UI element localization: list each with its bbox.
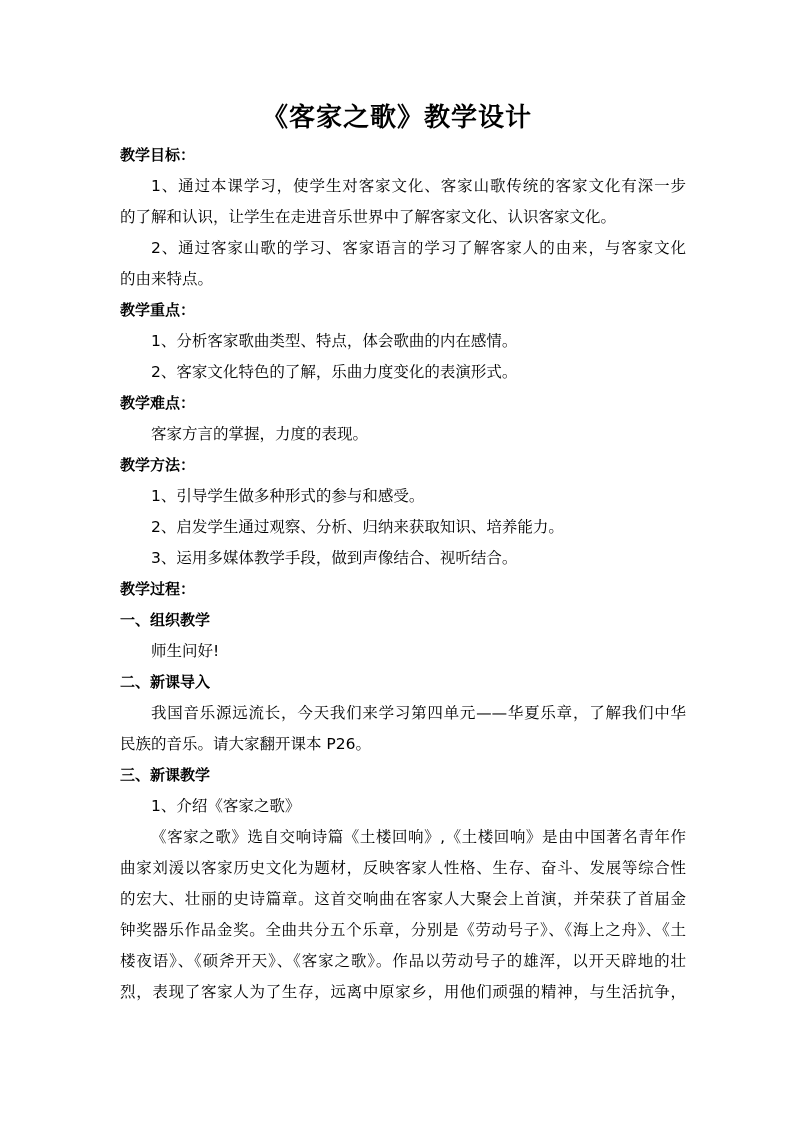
section-heading: 二、新课导入 (120, 673, 211, 691)
body-line: 的由来特点。 (120, 270, 214, 288)
body-line: 的宏大、壮丽的史诗篇章。这首交响曲在客家人大聚会上首演，并荣获了首届金 (120, 890, 686, 908)
section-heading: 一、组织教学 (120, 611, 211, 629)
section-heading: 教学目标： (120, 146, 196, 164)
paragraph-line: 客家方言的掌握，力度的表现。 (151, 425, 369, 443)
paragraph-line: 1、介绍《客家之歌》 (151, 797, 301, 815)
paragraph-line: 《客家之歌》选自交响诗篇《土楼回响》,《土楼回响》是由中国著名青年作 (151, 828, 686, 846)
section-heading: 教学方法： (120, 456, 196, 474)
paragraph-line: 1、通过本课学习，使学生对客家文化、客家山歌传统的客家文化有深一步 (151, 177, 686, 195)
paragraph-line: 1、引导学生做多种形式的参与和感受。 (151, 487, 425, 505)
paragraph-line: 2、启发学生通过观察、分析、归纳来获取知识、培养能力。 (151, 518, 564, 536)
paragraph-line: 师生问好! (151, 642, 220, 660)
section-heading: 教学重点： (120, 301, 196, 319)
paragraph-line: 1、分析客家歌曲类型、特点，体会歌曲的内在感情。 (151, 332, 518, 350)
document-title: 《客家之歌》教学设计 (261, 103, 532, 133)
body-line: 民族的音乐。请大家翻开课本 P26。 (120, 735, 371, 753)
paragraph-line: 我国音乐源远流长，今天我们来学习第四单元——华夏乐章，了解我们中华 (151, 704, 686, 722)
paragraph-line: 2、通过客家山歌的学习、客家语言的学习了解客家人的由来，与客家文化 (151, 239, 686, 257)
body-line: 钟奖器乐作品金奖。全曲共分五个乐章，分别是《劳动号子》、《海上之舟》、《土 (120, 921, 686, 939)
body-line: 曲家刘湲以客家历史文化为题材，反映客家人性格、生存、奋斗、发展等综合性 (120, 859, 686, 877)
body-line: 烈，表现了客家人为了生存，远离中原家乡，用他们顽强的精神，与生活抗争， (120, 983, 686, 1001)
section-heading: 教学过程： (120, 580, 196, 598)
body-line: 的了解和认识，让学生在走进音乐世界中了解客家文化、认识客家文化。 (120, 208, 617, 226)
section-heading: 教学难点： (120, 394, 196, 412)
section-heading: 三、新课教学 (120, 766, 211, 784)
body-line: 楼夜语》、《硕斧开天》、《客家之歌》。作品以劳动号子的雄浑，以开天辟地的壮 (120, 952, 686, 970)
paragraph-line: 3、运用多媒体教学手段，做到声像结合、视听结合。 (151, 549, 518, 567)
paragraph-line: 2、客家文化特色的了解，乐曲力度变化的表演形式。 (151, 363, 518, 381)
